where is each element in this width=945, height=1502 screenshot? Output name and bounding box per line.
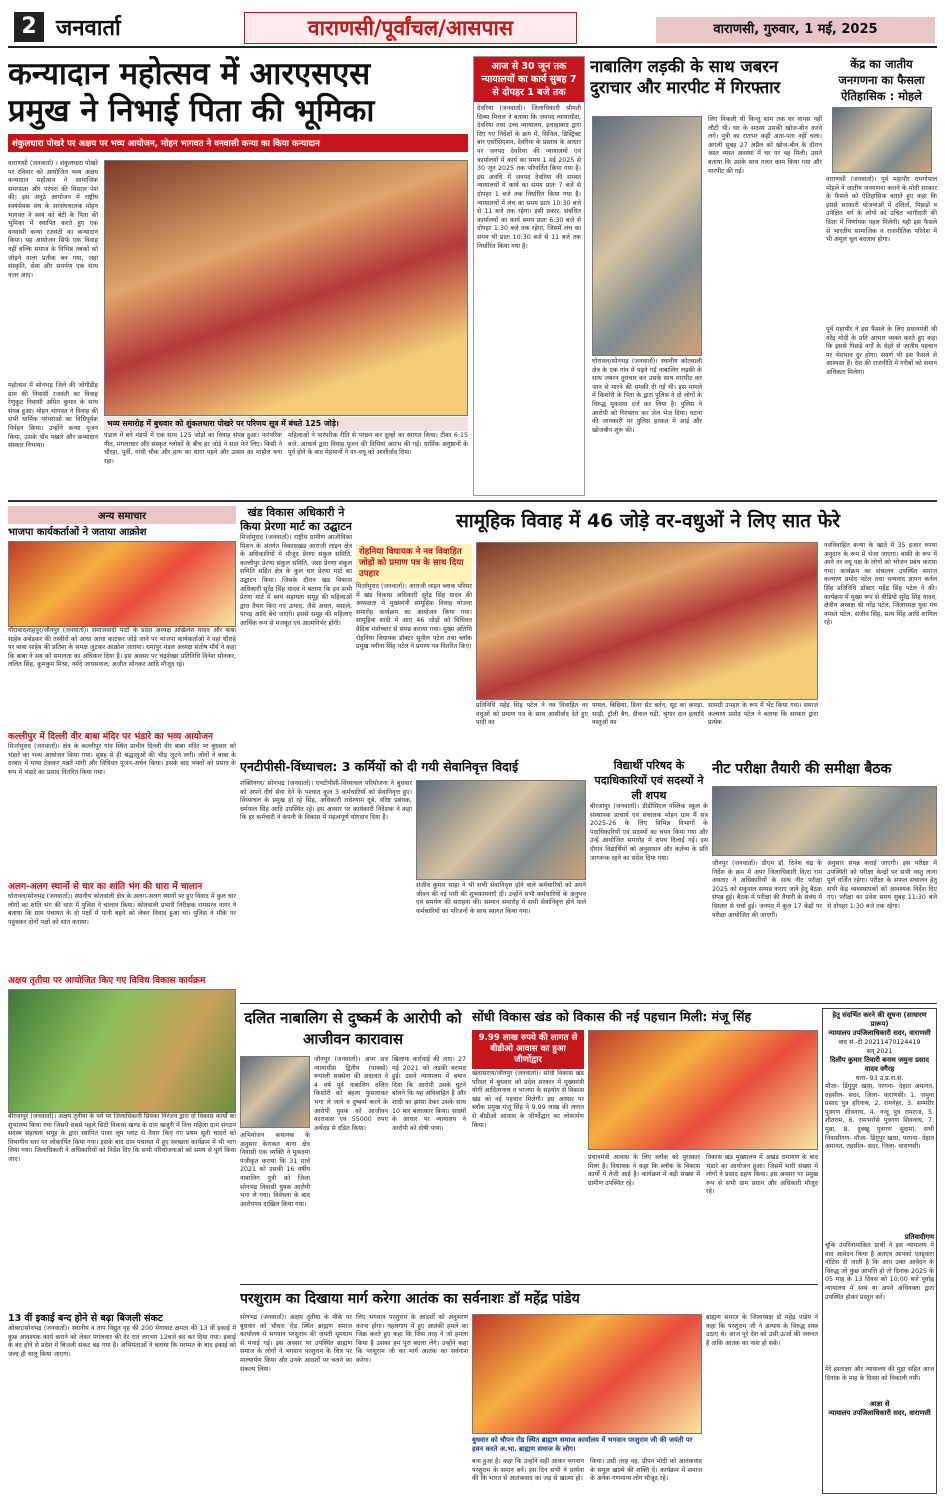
- minor-headline: नाबालिग लड़की के साथ जबरन दुराचार और मारपीट में गिरफ्तार: [590, 57, 781, 97]
- census-headline-3: ऐतिहासिक : मोहले: [841, 89, 922, 103]
- sondhi-photo: [588, 1030, 818, 1150]
- ntpc-body: शक्तिनगर/ सोनभद्र (जनवार्ता)। एनटीपीसी-विंध्याचल परियोजना ने बुधवार को अपने दीर्घ सेवा देने के पश्चात कुल 3 कर्मचारियों को सेवानिवृत्त हुए। विंध्याचल के प्रमुख हो रहे सिंह, अधिकारी राधेश्याम दूबे, वरिष्ठ प्रबंधक, धर्मपाल सिंह आदि उपस्थित रहे। इस अवसर पर कार्यकारी निदेशक ने कहा कि हर कर्मचारी ने कंपनी के विकास में महत्वपूर्ण योगदान दिया है।: [240, 780, 412, 822]
- sondhi-box-head: 9.99 लाख रुपये की लागत से बीडीओ आवास का हुआ जीर्णोद्वार: [472, 1030, 584, 1069]
- s4-head: अक्षय तृतीया पर आयोजित किए गए विविध विकास कार्यक्रम: [8, 976, 206, 986]
- caste-census-story: [826, 56, 937, 496]
- neet-photo: [712, 786, 937, 856]
- court-head: आज से 30 जून तक न्यायालयों का कार्य सुबह 7 से दोपहर 1 बजे तक: [474, 57, 584, 102]
- minor-arrest-story: [590, 56, 822, 496]
- legal-notice: [822, 1008, 937, 1494]
- notice-case-no: वाद सं.-टी 20211470124419: [838, 1039, 921, 1046]
- parshuram-body-2: लिए भगवान परशुराम के आदर्शों को अनुसरण करना होगा। पहलगाम में हुए आतंकी हमले का जिक्र करते हुए कहा कि जिस तरह ने जो हमला किया है उसका हम पूरा बदला लेंगे। उन्होंने कहा कि परशुराम जी का मार्ग आतंक का सर्वनाश करेगा।: [356, 1314, 468, 1364]
- mass-wedding-headline: सामूहिक विवाह में 46 जोड़े वर-वधुओं ने लिए सात फेरे: [455, 510, 841, 532]
- s3-body: घोरावल/सोनभद्र (जनवार्ता)। स्थानीय कोतवाली क्षेत्र के अलग-अलग स्थानों पर हुए विवाद में कुल चार लोगों का शांति भंग की धारा में पुलिस ने चालान किया। कोतवाली प्रभारी निरीक्षक रामसरन नागर ने बताया कि ग्राम पंचायत के दो पक्षों में पानी बहने को लेकर विवाद हुआ था। पुलिस ने मौके पर पहुंचकर दोनों पक्षों को शांत कराया।: [8, 893, 236, 926]
- mass-wedding-story: [356, 506, 937, 754]
- havan-photo: [472, 1314, 702, 1434]
- neet-body-2: अनुसार संपन्न कराई जाएगी। इस परीक्षा में उपस्थिती को परीक्षा केन्द्रों पर सभी वस्तु लाना पूर्ण वर्जित रहेगा। परीक्षा के सफल संचालन हेतु सभी केंद्र व्यवस्थापकों को आवश्यक निर्देश दिए गए। परीक्षा का प्रवेश समय सुबह 11:30 बजे से दोपहर 1:30 बजे तक रहेगा।: [827, 860, 937, 910]
- life-headline: दलित नाबालिग से दुष्कर्म के आरोपी को आजीवन कारावास: [244, 1009, 462, 1048]
- sondhi-caption: प्रधानमंत्री आवास के लिए ब्लॉक को पुरस्कार मिला है। विधायक ने कहा कि ब्लॉक के विकास कार्यों में तेजी आई है। कार्यक्रम में बड़ी संख्या में ग्रामीण उपस्थित रहे।: [588, 1154, 700, 1187]
- notice-head: हेतु संदर्भित करने की सूचना (साधारण प्रारूप): [832, 1011, 927, 1028]
- life-body-2: अभियोजन कथानक के अनुसार केराकत थाना क्षेत्र निवासी एक व्यक्ति ने मुकदमा पंजीकृत कराया कि 31 मार्च 2021 को उसकी 16 वर्षीय नाबालिग पुत्री को जिला सोनभद्र निवासी युवक आरोपी भगा ले गया। विवेचना के बाद आरोपपत्र दाखिल किया गया।: [240, 1132, 310, 1208]
- lead-body-cont: महोत्सव में सोनभद्र जिले की जोगीडीह ग्राम की निवासी रजवंती का विवाह रेणुकूट निवासी अमित कुमार के साथ संपन्न हुआ। मोहन भागवत ने विवाह की सभी धार्मिक परंपराओं का विधिपूर्वक निर्वहन किया। उन्होंने कन्या पूजन किया, उसके पाँव पखारे और कन्यादान संस्कार निभाया।: [8, 382, 98, 450]
- mla-headline: रोहनिया विधायक ने नव विवाहित जोड़ों को प्रमाण पत्र के साथ दिया उपहार: [356, 544, 472, 583]
- neet-body: जौनपुर (जनवार्ता)। डीएम डॉ. दिनेश चंद्र के निर्देश के क्रम में अपर जिलाधिकारी वि/रा राम अवतार ने अधिकारियों के साथ नीट परीक्षा 2025 को सकुशल सम्पन्न कराए जाने हेतु बैठक संपन्न हुई। बैठक में परीक्षा की तैयारी के संबंध में विस्तार से चर्चा हुई। जनपद में कुल 17 केंद्रों पर परीक्षा आयोजित की जाएगी।: [712, 860, 822, 919]
- divider: [240, 1284, 818, 1285]
- accused-photo: [240, 1056, 310, 1128]
- mla-body: मिर्जामुराद (जनवार्ता)। आराजी लाइन ब्लाक परिसर में खंड विकास अधिकारी सुरेंद्र सिंह यादव की अध्यक्षता में मुख्यमंत्री सामूहिक विवाह योजना समारोह कार्यक्रम का आयोजन किया गया। सामूहिक शादी में आए 46 जोड़ों को विधिवत वैदिक मंत्रोच्चार से संपन्न कराया गया। मुख्य अतिथि रोहनिया विधायक डॉक्टर सुनील पटेल तथा ब्लॉक प्रमुख नगीना सिंह पटेल ने प्रमाण पत्र वितरित किए।: [356, 583, 472, 651]
- notice-parties: दिलीप कुमार तिवारी बनाम जमुना प्रसाद यादव वगैरह: [830, 1056, 929, 1073]
- lead-headline-2: प्रमुख ने निभाई पिता की भूमिका: [8, 93, 375, 129]
- parshuram-body: सोनभद्र (जनवार्ता)। अक्षय तृतीया के मौके पर बुधवार को चौधरा रोड स्थित ब्राह्मण समाज कार्यालय में भगवान परशुराम की जयंती धूमधाम से मनाई गई। इस अवसर पर उपस्थित ब्राह्मण समाज के लोगों ने भगवान परशुराम के चित्र पर माल्यार्पण किया और उनके आदर्शों पर चलने का संकल्प लिया।: [240, 1314, 352, 1373]
- notice-sign: आज्ञा से: [869, 1400, 890, 1408]
- divider: [240, 1003, 937, 1004]
- minor-body-2: लिए निकली थी किन्तु शाम तक घर वापस नहीं लौटी थी। घर के सदस्य उसकी खोज-बीन करने लगे। पुत्री का रातभर कहीं अता-पता नहीं चला। अगली सुबह 27 अप्रैल को खोज-बीन के दौरान अस्त व्यस्त अवस्था में घर पर वह मिली। उसने बताया कि उसके साथ गलत काम किया गया और मारपीट की गई।: [708, 116, 822, 175]
- census-headline-2: जनगणना का फैसला: [838, 73, 925, 87]
- court-timing-box: [473, 56, 585, 496]
- court-body: देवरिया (जनवार्ता)। जिलाधिकारी श्रीमती दिव्या मित्तल ने बताया कि जनपद न्यायाधीश, देवरिया तथा उच्च न्यायालय, इलाहाबाद द्वारा दिए गए निर्देशों के क्रम में, सिविल, डिस्ट्रिक्ट बार एसोसिएशन, देवरिया के प्रस्ताव के आधार पर जनपद देवरिया की न्यायालयों एवं कार्यालयों में कार्य का समय 1 मई 2025 से 30 जून 2025 तक परिवर्तित किया गया है। इस अवधि में जनपद देवरिया की समस्त न्यायालयों में कार्य का समय प्रातः 7 बजे से दोपहर 1 बजे तक निर्धारित किया गया है। न्यायालयों में लंच का समय प्रातः 10:30 बजे से 11 बजे तक रहेगा। इसी प्रकार, संबंधित कार्यालयों का कार्य समय प्रातः 6:30 बजे से दोपहर 1:30 बजे तक रहेगा, जिसमें लंच का समय भी प्रातः 10:30 बजे से 11 बजे तक निर्धारित किया गया है।: [477, 105, 581, 250]
- section-title: वाराणसी/पूर्वांचल/आसपास: [244, 12, 577, 44]
- life-body-3: खिलाफ कार्रवाई की जाए। 27 मई 2021 को लड़की बरामद हुई। उसने न्यायालय में बयान दिया कि आरोपी उसके घुटने बोलने कि यह अविवाहित है और शादी का झांसा देकर उसके साथ 10 बार बलात्कार किया। साक्ष्यों के आधार पर न्यायालय ने आरोपी को दोषी पाया।: [392, 1056, 466, 1132]
- mw-right-column: नवविवाहित कन्या के खाते में 35 हजार रुपया अनुदान के रूप में भेजा जाएगा। बाकी के रूप में आने वर वधू पक्ष के लोगों को भोजन प्रबंध कराया गया। कार्यक्रम का संचालन उपस्थित समाज कल्याण प्रमोद पटेल तथा धन्यवाद ज्ञापन कर्नल सिंह प्रतिनिधि डॉक्टर महेंद्र सिंह पटेल ने की। कार्यक्रम में मुख्य रूप से वीडियो सुरेंद्र सिंह यादव, क्षेत्रीय अध्यक्ष श्री नरेंद्र पटेल, जिलाध्यक्ष युवा मंच नमस्ते पटेल, संजीव सिंह, सत्य सिंह आदि शामिल रहे।: [824, 542, 937, 627]
- notice-section: धारा- 93 उ.प्र.रा.सं.: [855, 1075, 904, 1082]
- masthead: [8, 8, 937, 48]
- paper-name: जनवार्ता: [56, 16, 121, 41]
- neet-story: [712, 758, 937, 1000]
- bjp-photo: [8, 541, 236, 627]
- mw-caption-1: प्रतिनिधि महेंद्र सिंह पटेल ने नव विवाहित वर वधुओं को प्रमाण पत्र के साथ आशीर्वाद देते हुए पादी का: [476, 702, 588, 727]
- vidyarthi-body: बीरजापुर (जनवार्ता)। डीडीसिएल पब्लिक स्कूल के संस्थापक प्राचार्य एवं संचालक मोहन ग्राम मैं सत्र 2025-26 के लिए विभिन्न विभागों के पदाधिकारियों एवं सदस्यों का चयन किया गया और उन्हें आयोजित समारोह में शपथ दिलाई गई। इस दौरान विद्यार्थियों को अनुशासन और कर्तव्य के प्रति जागरूक रहने का संदेश दिया गया।: [590, 803, 708, 862]
- parshuram-body-5: ब्राह्मण समाज के जिलाध्यक्ष डॉ महेंद्र पांडेय ने कहा कि परशुराम जी ने अन्याय के विरुद्ध शस्त्र उठाए थे। आज पूरे देश को उसी ऊर्जा की जरूरत है ताकि आतंक का नाश हो सके।: [706, 1314, 818, 1347]
- divider: [8, 500, 937, 502]
- mass-wedding-photo: [476, 542, 818, 700]
- ntpc-body-2: संजीव कुमार साहा ने भी सभी सेवानिवृत्त होने वाले कर्मचारियों को अपने जीवन की नई पारी की शुभकामनाएँ दीं। उन्होंने सभी कर्मचारियों के अनुभव एवं समर्पण की सराहना की। सम्मान समारोह में सभी सेवानिवृत्त होने वाले कर्मचारियों का परिजनों के साथ स्वागत किया गया।: [416, 882, 586, 915]
- notice-sign-2: न्यायालय उपजिलाधिकारी सदर, वाराणसी: [828, 1409, 931, 1417]
- other-news-banner: अन्य समाचार: [8, 506, 236, 524]
- bdo-body: मिर्जामुराद (जनवार्ता)। राष्ट्रीय ग्रामीण आजीविका मिशन के अंतर्गत विकासखंड आराजी लाइन क्षेत्र के अधिकारियों में मौजूद प्रेरणा संकुल समिति, कल्लीपुर प्रेरणा संकुल समिति, जंसा प्रेरणा संकुल समिति सहित क्षेत्र के कुल चार प्रेरणा मार्ट का उद्घाटन किया। जिसके दौरान खंड विकास अधिकारी सुरेंद्र सिंह यादव ने बताया कि इन सभी प्रेरणा मार्ट में स्वयं सहायता समूह की महिलाओं द्वारा तैयार किए गए उत्पाद, जैसे अचार, मसाले, पापड़ आदि बेचे जाएंगे। इससे समूह की महिलाएं आर्थिक रूप से मजबूत एवं आत्मनिर्भर होंगी।: [240, 534, 352, 627]
- s5-head: 13 वीं इकाई बन्द होने से बढ़ा बिजली संकट: [8, 1313, 163, 1324]
- life-body: जौनपुर (जनवार्ता)। अपर सत्र न्यायाधीश द्वितीय (पाक्सो) रूपाली सक्सेना की अदालत ने 4 वर्ष पूर्व नाबालिग दलित किशोरी को बहला फुसलाकर भगा ले जाने व दुष्कर्म करने के आरोपी युवक को आजीवन कारावास एवं 55000 रुपए अर्थदंड से दंडित किया।: [314, 1056, 388, 1132]
- minor-body: घोरावल/सोनभद्र (जनवार्ता)। स्थानीय कोतवाली क्षेत्र के एक गांव में पढ़ने गई नाबालिग लड़की के साथ जबरन दुराचार कर उसके साथ मारपीट कर जान से मारने की धमकी दी गई थी। इस मामले में किशोरी के पिता के द्वारा पुलिस ने दो लोगों के विरुद्ध मुकदमा दर्ज कर लिया है। पुलिस ने आरोपी को गिरफ्तार कर जेल भेज दिया। घटना की जानकारी पर पुलिस हरकत में आई और खोजबीन शुरू की।: [592, 358, 702, 434]
- lead-body-cont3: महिलाओं ने पारंपरिक रीति से परछन कर दूल्हों का स्वागत किया। टीका 6:15 बजे, आचार्य द्वारा विवाह पूजन की विधियां आरंभ की गईं। धार्मिक अनुष्ठानों के पूर्व होने के बाद मेहमानों ने वर-वधू को आशीर्वाद दिया।: [288, 432, 468, 457]
- lead-body-cont2: पंडाल में बने मंडपों में एक साथ 125 जोड़ों का विवाह संपन्न हुआ। पारंपरिक गीत, मंगलाचार और संस्कृत श्लोकों के बीच हर जोड़े ने सात फेरे लिए। किसी ने चौरहा, पूर्वी, गांधी चौक और हाथ का धागा पहने और उत्सव का माहौल बना रहा।: [104, 432, 282, 465]
- census-body-2: पूर्व महापौर ने इस फैसले के लिए प्रधानमंत्री श्री नरेंद्र मोदी के प्रति आभार व्यक्त करते हुए कहा कि इससे पिछड़े वर्गों के चेहरे से जातीय पहचान पर भेदभाव दूर होगा। सवर्ण भी इस फैसले से आश्वस्त हैं। देश की राजनीति में गरीबों को समान अधिकार मिलेगा।: [826, 326, 937, 376]
- notice-body: मौजा- डिंगुपुर खास, परगना- देहात अमानत, तहसील- सदर, जिला- वाराणसी। 1. जमुना प्रसाद पुत्र हरिनाथ, 2. रामनेहर, 3. सम्भरीर पुत्रगण शीवनाथ, 4. नन्दू पुत्र रामराज, 5. शीतराम, 6. रामभरोसे पुत्रगण शिवनाथ, 7. मुन्ना, 8. दुक्खू पुत्रगण सुदामा, सभी निवासीगण- मौजा- डिंगुपुर खास, परगना- देहात अमानत, तहसील- सदर, जिला- वाराणसी।: [825, 1083, 934, 1151]
- census-body: वाराणसी (जनवार्ता)। पूर्व महापौर रामगोपाल मोहले ने जातीय जनगणना कराने के मोदी सरकार के फैसले को ऐतिहासिक बताते हुए कहा कि इससे सरकारी योजनाओं में दलितों, पिछड़ों व उपेक्षित वर्ग के लोगों को उचित भागीदारी की दिशा में निर्णायक पहल मिलेगी। यही इस फैसले से भारतीय सामाजिक व राजनीतिक परिवेश में भी अमूल चूल बदलाव होगा।: [826, 176, 937, 244]
- lead-story: [8, 56, 468, 496]
- mw-caption-2: पायल, बिछिया, डिनर सेट बर्तन, सूट का कपड़ा, साड़ी, ट्रॉली बैग, दीवाल घड़ी, श्रृंगार दान इत्यादि वस्तुओं का: [592, 702, 704, 727]
- mohle-photo: [832, 107, 932, 173]
- sondhi-body: खेतासराय/जौनपुर (जनवार्ता)। सोंधी विकास खंड परिसर में बुधवार को प्रदेश सरकार में मुख्यमंत्री योगी आदित्यनाथ व भाजपा के सहयोग से विकास खंड को नई पहचान मिलेगी। इस अवसर पर ब्लॉक प्रमुख मंजू सिंह ने 9.99 लाख की लागत से बीडीओ आवास के जीर्णोद्धार का लोकार्पण किया।: [472, 1070, 584, 1129]
- notice-court: न्यायालय उपजिलाधिकारी सदर, वाराणसी: [828, 1029, 931, 1037]
- vidyarthi-headline: विद्यार्थी परिषद के पदाधिकारियों एवं सदस्यों ने ली शपथ: [594, 759, 704, 802]
- vidyarthi-story: [590, 758, 708, 1000]
- neet-headline: नीट परीक्षा तैयारी की समीक्षा बैठक: [712, 761, 892, 777]
- parshuram-body-4: किया। उसी तरह वह, प्रीपन मोदी को आतंकवाद के समूल खात्मे की शक्ति दें। कार्यक्रम में समाज के अनेक गणमान्य लोग मौजूद रहे।: [590, 1458, 702, 1483]
- s2-body: मिर्जामुराद (जनवार्ता)। क्षेत्र के कल्लीपुर गांव स्थित प्राचीन दिल्ली वीर बाबा मंदिर पर बुधवार को भंडारे का भव्य आयोजन किया गया। सुबह से ही श्रद्धालुओं की भीड़ जुटने लगी। लोगों ने बाबा के दरबार में माथा टेककर मन्नतें मांगी और विधिवत पूजन-अर्चन किया। इसके बाद भक्तों को प्रसाद के रूप में भंडारे का प्रसाद वितरित किया गया।: [8, 743, 236, 776]
- ntpc-headline: एनटीपीसी-विंध्याचल: 3 कर्मियों को दी गयी सेवानिवृत्त विदाई: [240, 759, 519, 774]
- lead-photo-caption: भव्य समारोह में बुधवार को शुंकलधारा पोखरे पर परिणय सूत्र में बंधते 125 जोड़े।: [104, 417, 468, 431]
- s2-head: कल्लीपुर में दिल्ली वीर बाबा मंदिर पर भंडारे का भव्य आयोजन: [8, 732, 213, 742]
- police-photo: [592, 116, 702, 356]
- notice-body-3: मेरे हस्ताक्षर और न्यायालय की मुद्रा सहित आज दिनांक के माह के दिवस को निकाली गयी।: [825, 1366, 934, 1382]
- s1-body: गौराबादशाहपुर/जौनपुर (जनवार्ता)। समाजवादी पार्टी के प्रदेश अध्यक्ष अखिलेश यादव और बाबा साहेब अंबेडकर की तस्वीरों को आधा आधा काटकर जोड़े जाने पर भाजपा कार्यकर्ताओं ने वहां चौराहे पर बाबा साहेब की प्रतिमा के समक्ष जुटकर आक्रोश जताया। धमापुर मंडल अध्यक्ष संतोष मौर्य ने कहा कि बाबा ने सब को समानता का अधिकार दिया है। इस अवसर पर चंद्रशेखर प्रतिनिधि दिनेश सोनकर, ललित सिंह, कुमकुम मिश्रा, नर्मदे जायसवाल, अजीत सोनकर आदि मौजूद रहे।: [8, 627, 236, 669]
- lead-headline-1: कन्यादान महोत्सव में आरएसएस: [8, 56, 371, 92]
- sondhi-headline: सोंधी विकास खंड को विकास की नई पहचान मिली: मंजू सिंह: [472, 1009, 752, 1024]
- mw-caption-3: सामग्री उपहार के रूप में भेंट किया गया। समाज कल्याण प्रमोद पटेल ने बताया कि सरकार द्वारा प्रत्येक: [708, 702, 818, 727]
- page-number: 2: [14, 12, 44, 42]
- s5-body: ओबरा/सोनभद्र (जनवार्ता)। स्थानीय व ताप विद्युत गृह की 200 मेगावाट क्षमता की 13 वीं इकाई में कुछ आवश्यक कार्य कराने को लेकर मंगलवार की देर रात लगभग 12बजे बंद कर दिया गया। इकाई के बंद होने से प्रदेश में बिजली संकट बढ़ गया है। अभियंताओं ने बताया कि मरम्मत के बाद इकाई को जल्द ही चालू किया जाएगा।: [8, 1325, 236, 1358]
- block-officer-story: [240, 506, 352, 754]
- development-photo: [8, 989, 236, 1113]
- other-news-column: [8, 506, 236, 1494]
- sondhi-story: [472, 1008, 818, 1280]
- parshuram-headline: परशुराम का दिखाया मार्ग करेगा आतंक का सर्वनाशः डॉ महेंद्र पांडेय: [240, 1291, 580, 1307]
- bdo-headline: खंड विकास अधिकारी ने किया प्रेरणा मार्ट का उद्घाटन: [240, 506, 352, 533]
- ntpc-photo: [416, 780, 586, 880]
- s4-body: बीरजापुर (जनवार्ता)। अक्षय तृतीया के पर्व पर जिलाधिकारी प्रियंका निरंजन द्वारा दो विकास कार्यों का शुभारम्भ किया गया जिसमें सबसे पहले सिटी विकास खण्ड के ग्राम खजुरी में वित्त महिला ग्राम संगठन सदस्य सहायता समूह के द्वारा स्थापित पावर लूम प्लांट से तैयार किए गए प्रथम सूती चादरों को विभागीय स्तर पर लोकार्पित किया गया। इसके बाद ग्राम पंचायत में हुए स्वच्छता कार्यक्रम में भी भाग लिया गया। जिलाधिकारी ने अधिकारियों को निर्देश दिए कि सभी परियोजनाओं को समय से पूर्ण किया जाए।: [8, 1113, 236, 1163]
- dateline: वाराणसी, गुरुवार, 1 मई, 2025: [656, 17, 935, 43]
- lead-body: वाराणसी (जनवार्ता) । शंकुलधारा पोखरे पर रविवार को आयोजित भव्य अक्षय कन्यादान महोत्सव ने सामाजिक समरसता और परंपरा की मिसाल पेश की। इस अनूठे आयोजन में राष्ट्रीय स्वयंसेवक संघ के सरसंघचालक मोहन भागवत ने स्वयं को बेटी के पिता की भूमिका में स्थापित करते हुए एक वनवासी कन्या रजवंती का कन्यादान किया। यह आयोजन सिर्फ एक विवाह नहीं बल्कि समाज के विभिन्न तबकों को जोड़ने वाला प्रतीक बन गया, जहां संस्कृति, सेवा और समर्पण एक साथ नजर आए।: [8, 160, 98, 279]
- census-headline-1: केंद्र का जातीय: [850, 57, 913, 71]
- notice-label: प्रतिवादीगण: [904, 1233, 934, 1241]
- life-imprisonment-story: [240, 1008, 466, 1280]
- notice-year: सन् 2021: [866, 1048, 893, 1055]
- wedding-photo: [104, 160, 468, 416]
- ntpc-story: [240, 758, 586, 1000]
- sondhi-caption-2: विकास खंड मुख्यालय में अखंड रामायण के बाद भंडारे का आयोजन हुआ। जिसमें भारी संख्या में लोगों ने प्रसाद ग्रहण किया। इस अवसर पर प्रमुख रूप से सभी ग्राम प्रधान और अधिकारी मौजूद रहे।: [706, 1154, 818, 1196]
- s1-head: भाजपा कार्यकर्ताओं ने जताया आक्रोश: [8, 527, 147, 538]
- s3-head: अलग-अलग स्थानों से चार का शांति भंग की धारा में चालान: [8, 882, 203, 892]
- parshuram-body-3: बना हुआ है। कहा कि उन्होंने सही आकर भगवान परशुराम के समान बनें। इस दिन सभी ने प्रार्थना की कि भारत से आतंकवाद का जड़ से खात्मा हो।: [472, 1458, 584, 1483]
- parshuram-story: [240, 1288, 818, 1494]
- parshuram-caption: बुधवार को चौपन रोड स्थित ब्राह्मण समाज कार्यालय में भगवान परशुराम जी की जयंती पर हवन करते अ.भा. ब्राह्मण समाज के लोग।: [472, 1436, 693, 1453]
- lead-subhead: शंकुलधारा पोखरे पर अक्षय पर भव्य आयोजन, मोहन भागवत ने वनवासी कन्या का किया कन्यादान: [8, 134, 468, 152]
- notice-body-2: चूंकि उपरिनामांकित प्रार्थी ने इस न्यायालय में वाद आवेदन किया है अतएव आपको एतद्द्वारा नोटिस दी जाती है कि आप उक्त आवेदन के विरुद्ध जो कुछ आपत्ति हो तो दिनांक 2025 के 05 माह के 13 दिवस को 10:00 बजे पूर्वाह्न न्यायालय में स्वयं या अपने अधिवक्ता द्वारा उपस्थित होकर प्रस्तुत करें।: [825, 1242, 934, 1301]
